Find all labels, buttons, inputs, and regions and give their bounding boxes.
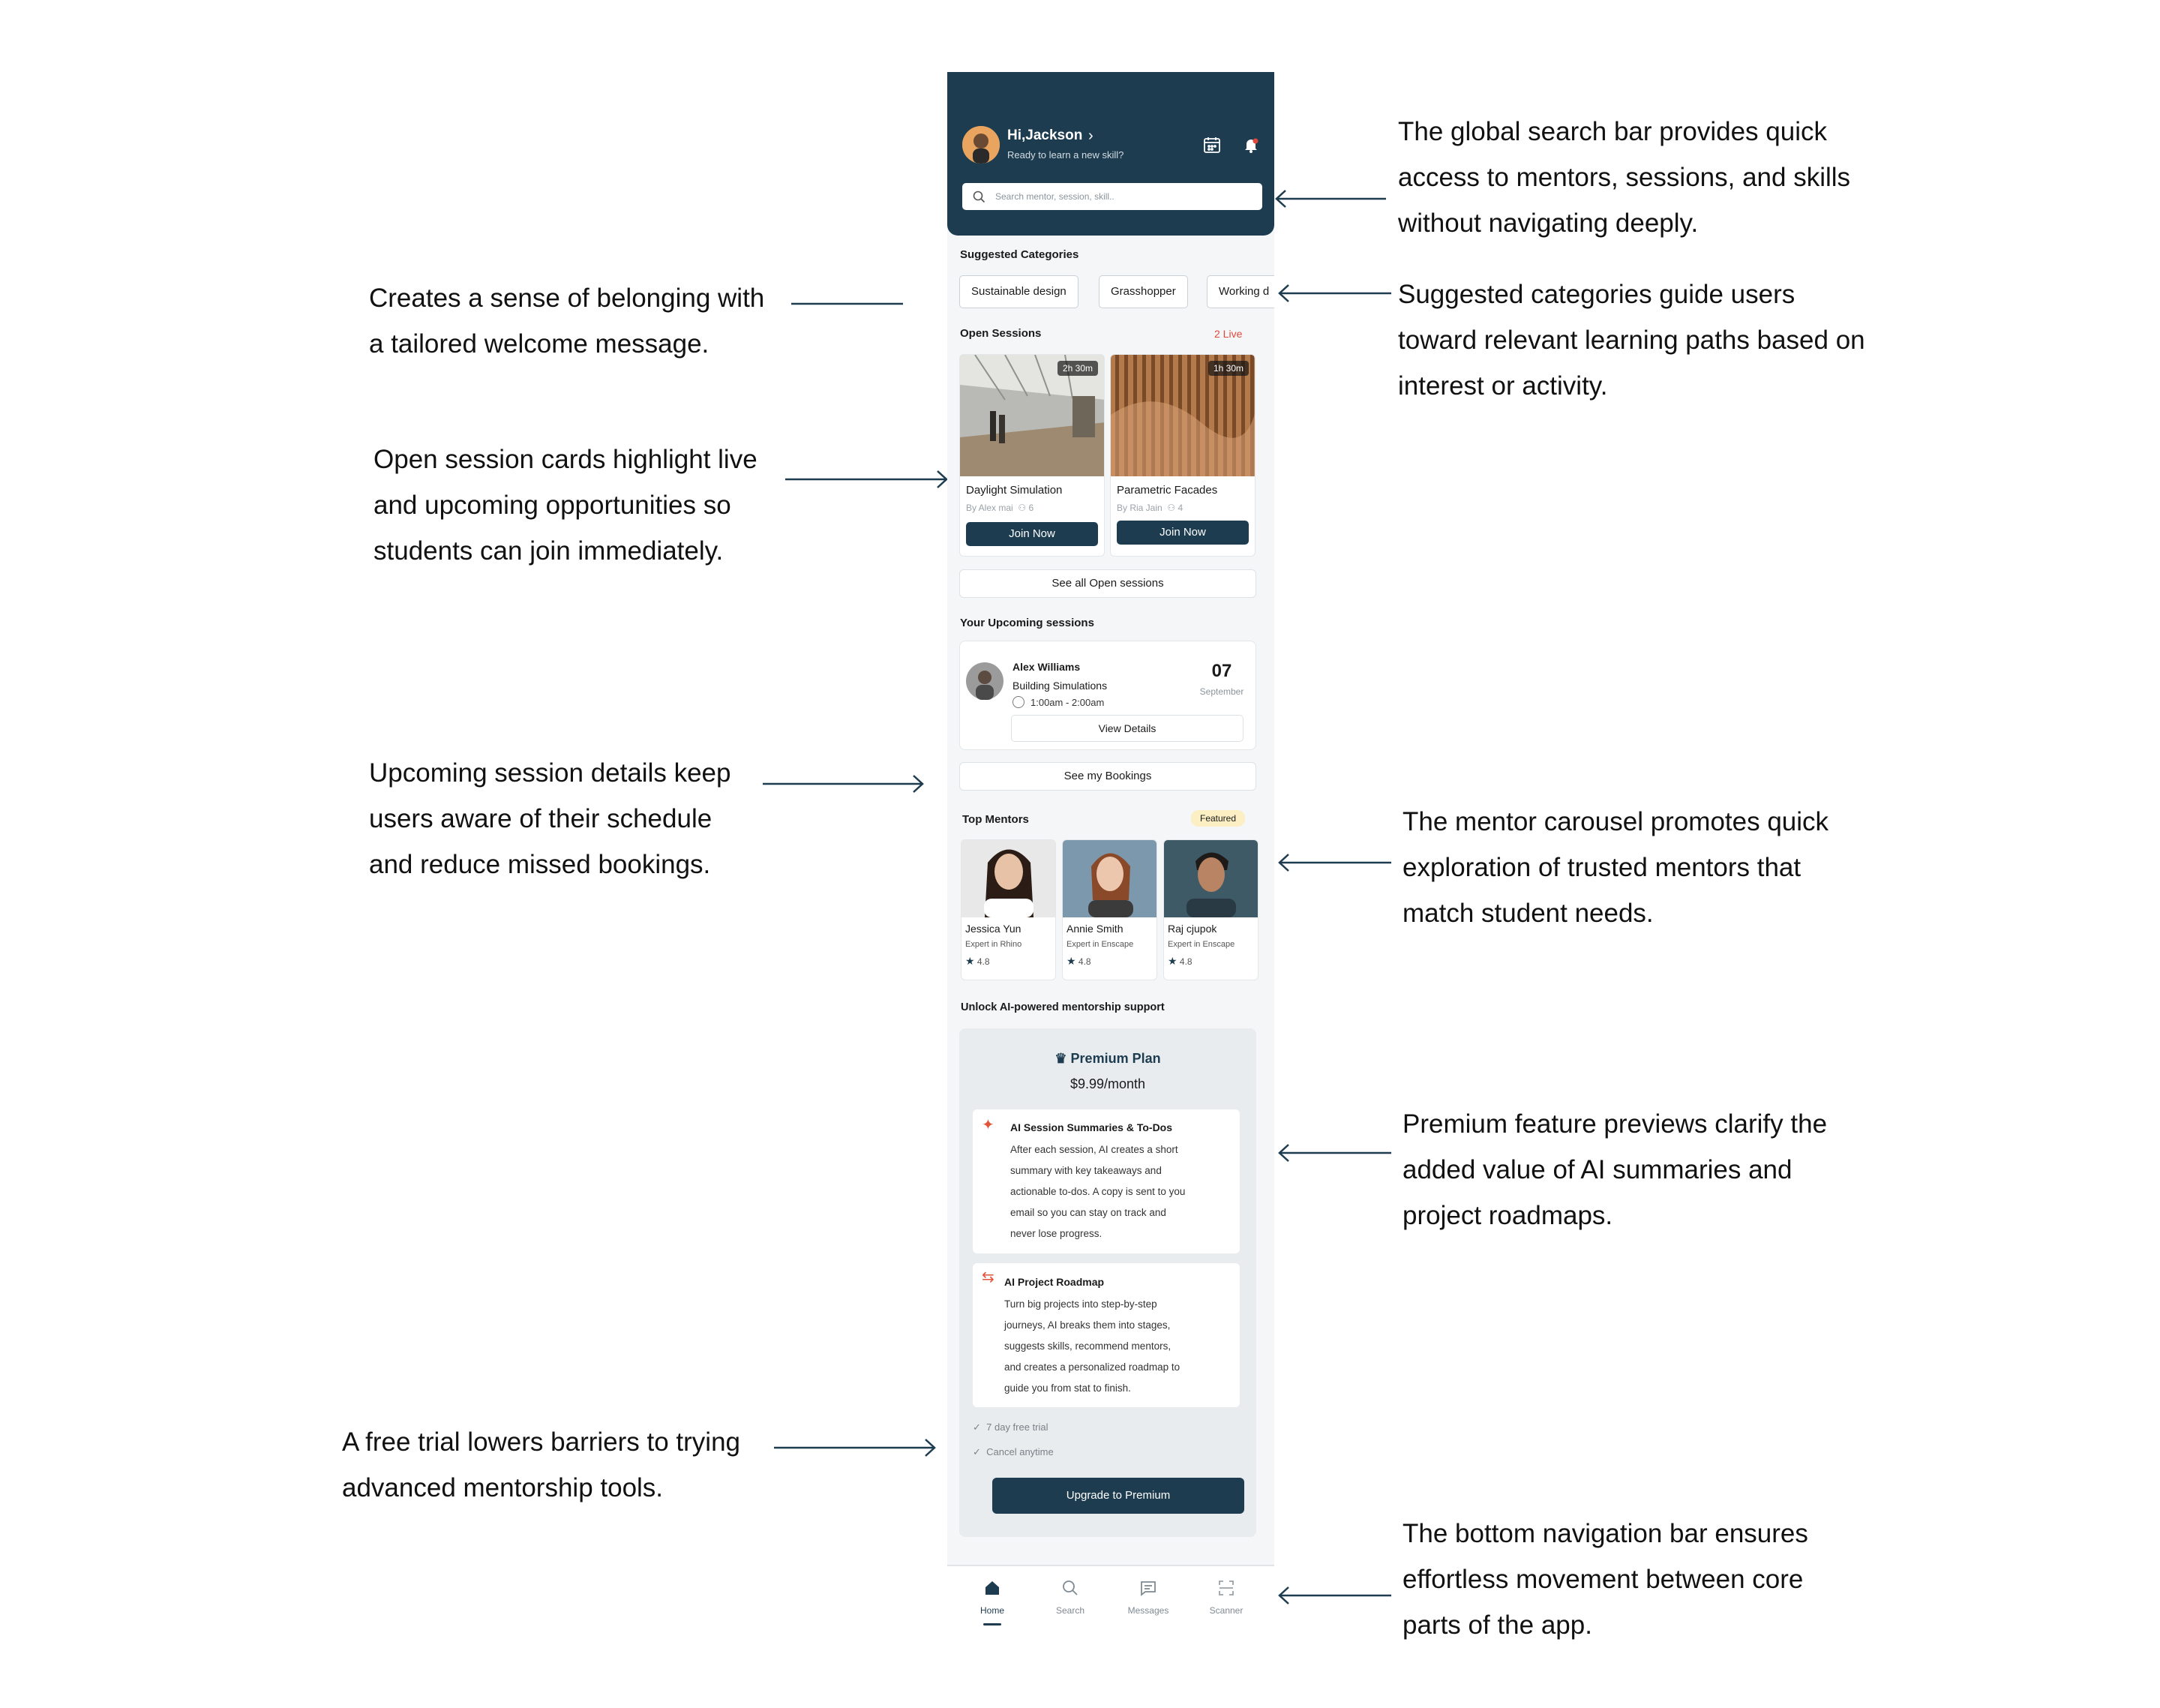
scanner-icon	[1217, 1579, 1235, 1597]
category-chip[interactable]: Working d	[1207, 275, 1274, 308]
plan-price: $9.99/month	[1070, 1076, 1146, 1091]
star-icon: ★	[965, 955, 975, 967]
calendar-icon[interactable]	[1202, 135, 1222, 155]
plan-name: ♛ Premium Plan	[1054, 1051, 1161, 1066]
mentor-expertise: Expert in Rhino	[965, 940, 1022, 949]
arrow-open-sessions	[785, 471, 946, 488]
premium-section-title: Unlock AI-powered mentorship support	[961, 1001, 1165, 1013]
annotation-search-bar: The global search bar provides quick access to mentors, sessions, and skills without navigating deeply.	[1398, 117, 1851, 238]
chevron-right-icon[interactable]: ›	[1088, 128, 1094, 144]
session-title: Daylight Simulation	[966, 484, 1063, 497]
phone-screen	[947, 72, 1274, 1628]
search-icon	[973, 191, 986, 203]
arrow-upcoming	[763, 776, 922, 792]
message-icon	[1139, 1579, 1157, 1597]
feature-body: Turn big projects into step-by-step journeys, AI breaks them into stages, suggests skills, recommend mentors, and creates a personalized roadmap to guide you from stat to finish.	[1004, 1298, 1180, 1394]
annotation-open-sessions: Open session cards highlight live and upcoming opportunities so students can join immediately.	[374, 445, 758, 566]
check-circle-icon: ✓	[973, 1446, 981, 1457]
check-circle-icon: ✓	[973, 1421, 981, 1433]
session-duration: 2h 30m	[1058, 361, 1098, 376]
join-now-button[interactable]: Join Now	[1117, 521, 1249, 545]
mentor-rating: ★ 4.8	[965, 955, 990, 967]
feature-card-roadmap	[973, 1263, 1240, 1407]
view-details-button[interactable]: View Details	[1011, 715, 1244, 742]
annotation-upcoming: Upcoming session details keep users aware of their schedule and reduce missed bookings.	[369, 758, 731, 879]
session-duration: 1h 30m	[1208, 361, 1249, 376]
mentor-expertise: Expert in Enscape	[1066, 940, 1134, 949]
search-placeholder: Search mentor, session, skill..	[995, 191, 1114, 202]
session-title: Parametric Facades	[1117, 484, 1218, 497]
session-host: By Alex mai ⚇ 6	[966, 503, 1034, 513]
star-icon: ★	[1066, 955, 1076, 967]
upcoming-title: Your Upcoming sessions	[960, 617, 1094, 629]
bottom-nav-bar	[947, 1565, 1274, 1628]
session-time: 1:00am - 2:00am	[1012, 696, 1104, 708]
mentor-photo	[1164, 840, 1258, 917]
see-all-open-sessions-button[interactable]: See all Open sessions	[959, 569, 1256, 598]
mentor-card[interactable]	[961, 839, 1056, 980]
mentor-name: Raj cjupok	[1168, 923, 1217, 935]
categories-title: Suggested Categories	[960, 248, 1079, 261]
star-icon: ★	[1168, 955, 1178, 967]
greeting-subtitle: Ready to learn a new skill?	[1007, 149, 1124, 161]
mentor-name: Jessica Yun	[965, 923, 1022, 935]
feature-title: AI Project Roadmap	[1004, 1276, 1105, 1288]
arrow-premium	[1280, 1145, 1391, 1161]
mentor-card[interactable]	[1062, 839, 1157, 980]
nav-messages[interactable]: Messages	[1111, 1566, 1186, 1628]
session-month: September	[1199, 686, 1244, 697]
greeting[interactable]: Hi,Jackson	[1007, 128, 1083, 143]
session-card[interactable]	[959, 354, 1105, 557]
top-mentors-title: Top Mentors	[962, 813, 1029, 826]
search-input[interactable]	[962, 183, 1262, 210]
bell-icon[interactable]	[1241, 135, 1261, 155]
mentor-card[interactable]	[1163, 839, 1258, 980]
session-name: Building Simulations	[1012, 680, 1108, 692]
crown-icon: ♛	[1054, 1051, 1067, 1066]
annotation-trial: A free trial lowers barriers to trying advanced mentorship tools.	[342, 1427, 741, 1502]
see-my-bookings-button[interactable]: See my Bookings	[959, 762, 1256, 791]
premium-plan-card	[959, 1028, 1256, 1537]
upgrade-to-premium-button[interactable]: Upgrade to Premium	[992, 1478, 1244, 1514]
mentor-name: Alex Williams	[1012, 661, 1081, 673]
active-indicator	[983, 1623, 1001, 1625]
attendees-icon: ⚇	[1167, 503, 1176, 513]
mentor-photo	[962, 840, 1056, 917]
annotation-welcome: Creates a sense of belonging with a tailored welcome message.	[369, 284, 765, 359]
mentor-avatar	[966, 662, 1004, 700]
check-item: ✓ 7 day free trial	[973, 1421, 1048, 1433]
nav-search[interactable]: Search	[1033, 1566, 1108, 1628]
upcoming-session-card	[959, 641, 1256, 750]
feature-title: AI Session Summaries & To-Dos	[1010, 1121, 1173, 1133]
mentor-photo	[1063, 840, 1157, 917]
category-chip[interactable]: Sustainable design	[959, 275, 1078, 308]
arrow-categories	[1280, 285, 1391, 302]
mentor-rating: ★ 4.8	[1066, 955, 1091, 967]
feature-body: After each session, AI creates a short summary with key takeaways and actionable to-dos. A copy is sent to you email so you can stay on track and never lose progress.	[1010, 1144, 1186, 1239]
annotation-premium: Premium feature previews clarify the added value of AI summaries and project roadmaps.	[1402, 1109, 1828, 1230]
arrow-navbar	[1280, 1587, 1391, 1604]
featured-badge: Featured	[1191, 810, 1245, 827]
route-icon: ⇆	[982, 1269, 994, 1286]
annotation-navbar: The bottom navigation bar ensures effortless movement between core parts of the app.	[1402, 1519, 1808, 1640]
live-count: 2 Live	[1214, 328, 1243, 340]
check-item: ✓ Cancel anytime	[973, 1446, 1054, 1457]
sparkle-icon: ✦	[982, 1117, 994, 1133]
join-now-button[interactable]: Join Now	[966, 522, 1098, 546]
attendees-icon: ⚇	[1018, 503, 1027, 513]
nav-home[interactable]: Home	[955, 1566, 1030, 1628]
category-chip[interactable]: Grasshopper	[1099, 275, 1188, 308]
clock-icon	[1012, 696, 1024, 708]
mentor-rating: ★ 4.8	[1168, 955, 1192, 967]
app-header	[947, 72, 1274, 236]
session-day: 07	[1211, 661, 1232, 681]
arrow-search-bar	[1276, 191, 1386, 207]
user-avatar[interactable]	[962, 126, 1000, 164]
session-host: By Ria Jain ⚇ 4	[1117, 503, 1184, 513]
mentor-name: Annie Smith	[1066, 923, 1124, 935]
feature-card-summaries	[973, 1109, 1240, 1253]
mentor-expertise: Expert in Enscape	[1168, 940, 1235, 949]
arrow-mentors	[1280, 854, 1391, 871]
annotation-categories: Suggested categories guide users toward relevant learning paths based on interest or activity.	[1398, 280, 1865, 401]
session-card[interactable]	[1110, 354, 1256, 557]
search-icon	[1061, 1579, 1079, 1597]
nav-scanner[interactable]: Scanner	[1189, 1566, 1264, 1628]
annotation-mentors: The mentor carousel promotes quick exploration of trusted mentors that match student needs.	[1402, 807, 1829, 928]
open-sessions-title: Open Sessions	[960, 327, 1042, 340]
arrow-trial	[774, 1439, 934, 1456]
home-icon	[983, 1579, 1001, 1597]
